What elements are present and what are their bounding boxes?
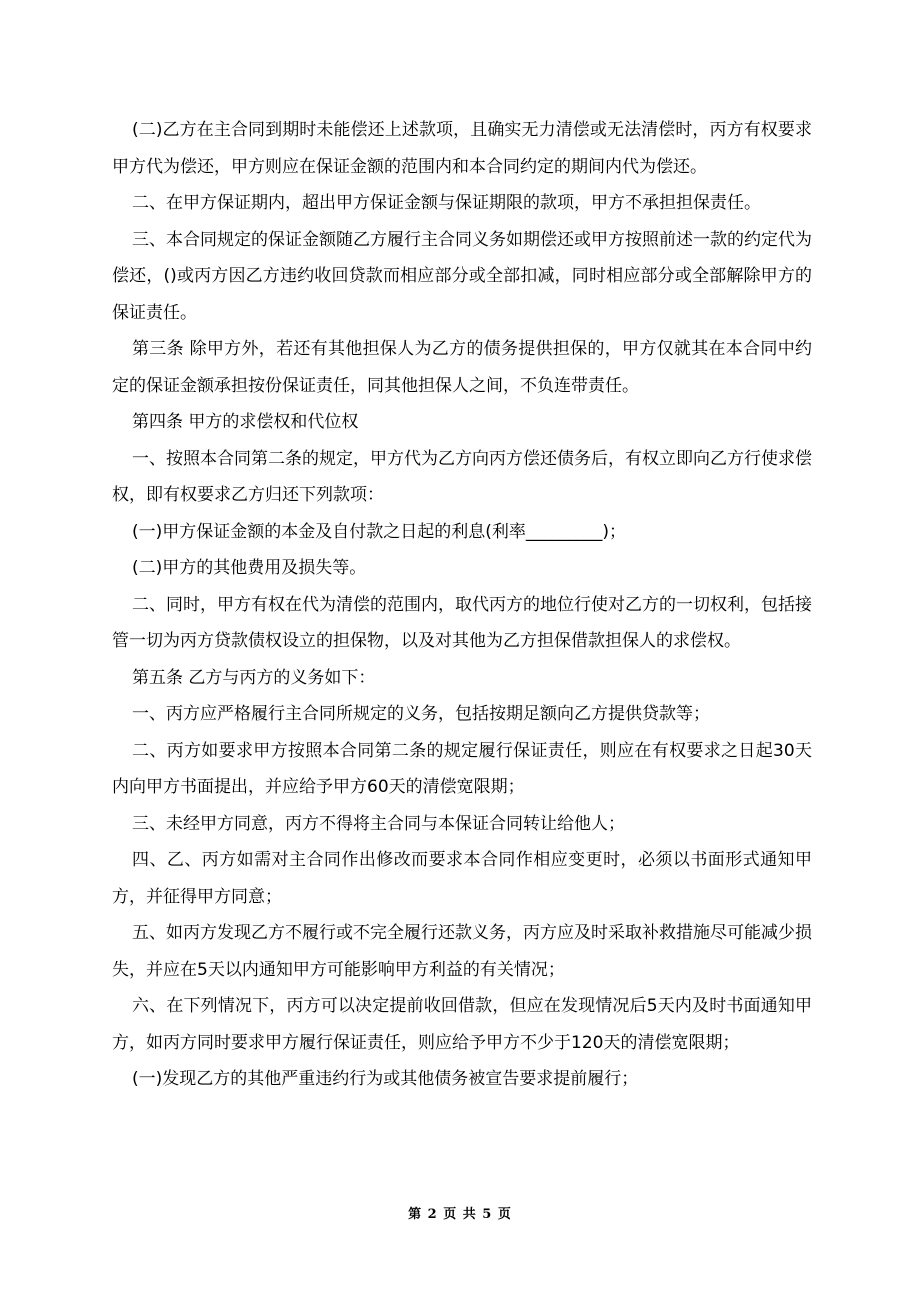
paragraph-15: 五、如丙方发现乙方不履行或不完全履行还款义务，丙方应及时采取补救措施尽可能减少损失，并应在5天以内通知甲方可能影响甲方利益的有关情况； — [112, 923, 812, 980]
paragraph-4: 第三条 除甲方外，若还有其他担保人为乙方的债务提供担保的，甲方仅就其在本合同中约定的保证金额承担按份保证责任，同其他担保人之间，不负连带责任。 — [112, 339, 812, 396]
paragraph-16: 六、在下列情况下，丙方可以决定提前收回借款，但应在发现情况后5天内及时书面通知甲方，如丙方同时要求甲方履行保证责任，则应给予甲方不少于120天的清偿宽限期； — [112, 996, 812, 1053]
paragraph-7: (一)甲方保证金额的本金及自付款之日起的利息(利率_________)； — [132, 521, 627, 542]
paragraph-1: (二)乙方在主合同到期时未能偿还上述款项，且确实无力清偿或无法清偿时，丙方有权要求甲方代为偿还，甲方则应在保证金额的范围内和本合同约定的期间内代为偿还。 — [112, 120, 812, 177]
paragraph-6: 一、按照本合同第二条的规定，甲方代为乙方向丙方偿还债务后，有权立即向乙方行使求偿权，即有权要求乙方归还下列款项： — [112, 448, 812, 505]
paragraph-17: (一)发现乙方的其他严重违约行为或其他债务被宣告要求提前履行； — [132, 1069, 639, 1089]
paragraph-12: 二、丙方如要求甲方按照本合同第二条的规定履行保证责任，则应在有权要求之日起30天内向甲方书面提出，并应给予甲方60天的清偿宽限期； — [112, 740, 812, 797]
paragraph-2: 二、在甲方保证期内，超出甲方保证金额与保证期限的款项，甲方不承担担保责任。 — [132, 193, 761, 213]
paragraph-9: 二、同时，甲方有权在代为清偿的范围内，取代丙方的地位行使对乙方的一切权利，包括接管一切为丙方贷款债权设立的担保物，以及对其他为乙方担保借款担保人的求偿权。 — [112, 594, 812, 651]
section-heading-4: 第四条 甲方的求偿权和代位权 — [132, 412, 359, 432]
paragraph-13: 三、未经甲方同意，丙方不得将主合同与本保证合同转让给他人； — [132, 813, 625, 834]
document-body — [112, 112, 812, 1098]
paragraph-14: 四、乙、丙方如需对主合同作出修改而要求本合同作相应变更时，必须以书面形式通知甲方，并征得甲方同意； — [112, 850, 812, 907]
page-number-footer: 第 2 页 共 5 页 — [408, 1207, 512, 1222]
paragraph-3: 三、本合同规定的保证金额随乙方履行主合同义务如期偿还或甲方按照前述一款的约定代为偿还，()或丙方因乙方违约收回贷款而相应部分或全部扣减，同时相应部分或全部解除甲方的保证责任。 — [112, 229, 812, 323]
paragraph-11: 一、丙方应严格履行主合同所规定的义务，包括按期足额向乙方提供贷款等； — [132, 704, 710, 724]
paragraph-8: (二)甲方的其他费用及损失等。 — [132, 558, 367, 578]
section-heading-5: 第五条 乙方与丙方的义务如下： — [132, 667, 376, 688]
